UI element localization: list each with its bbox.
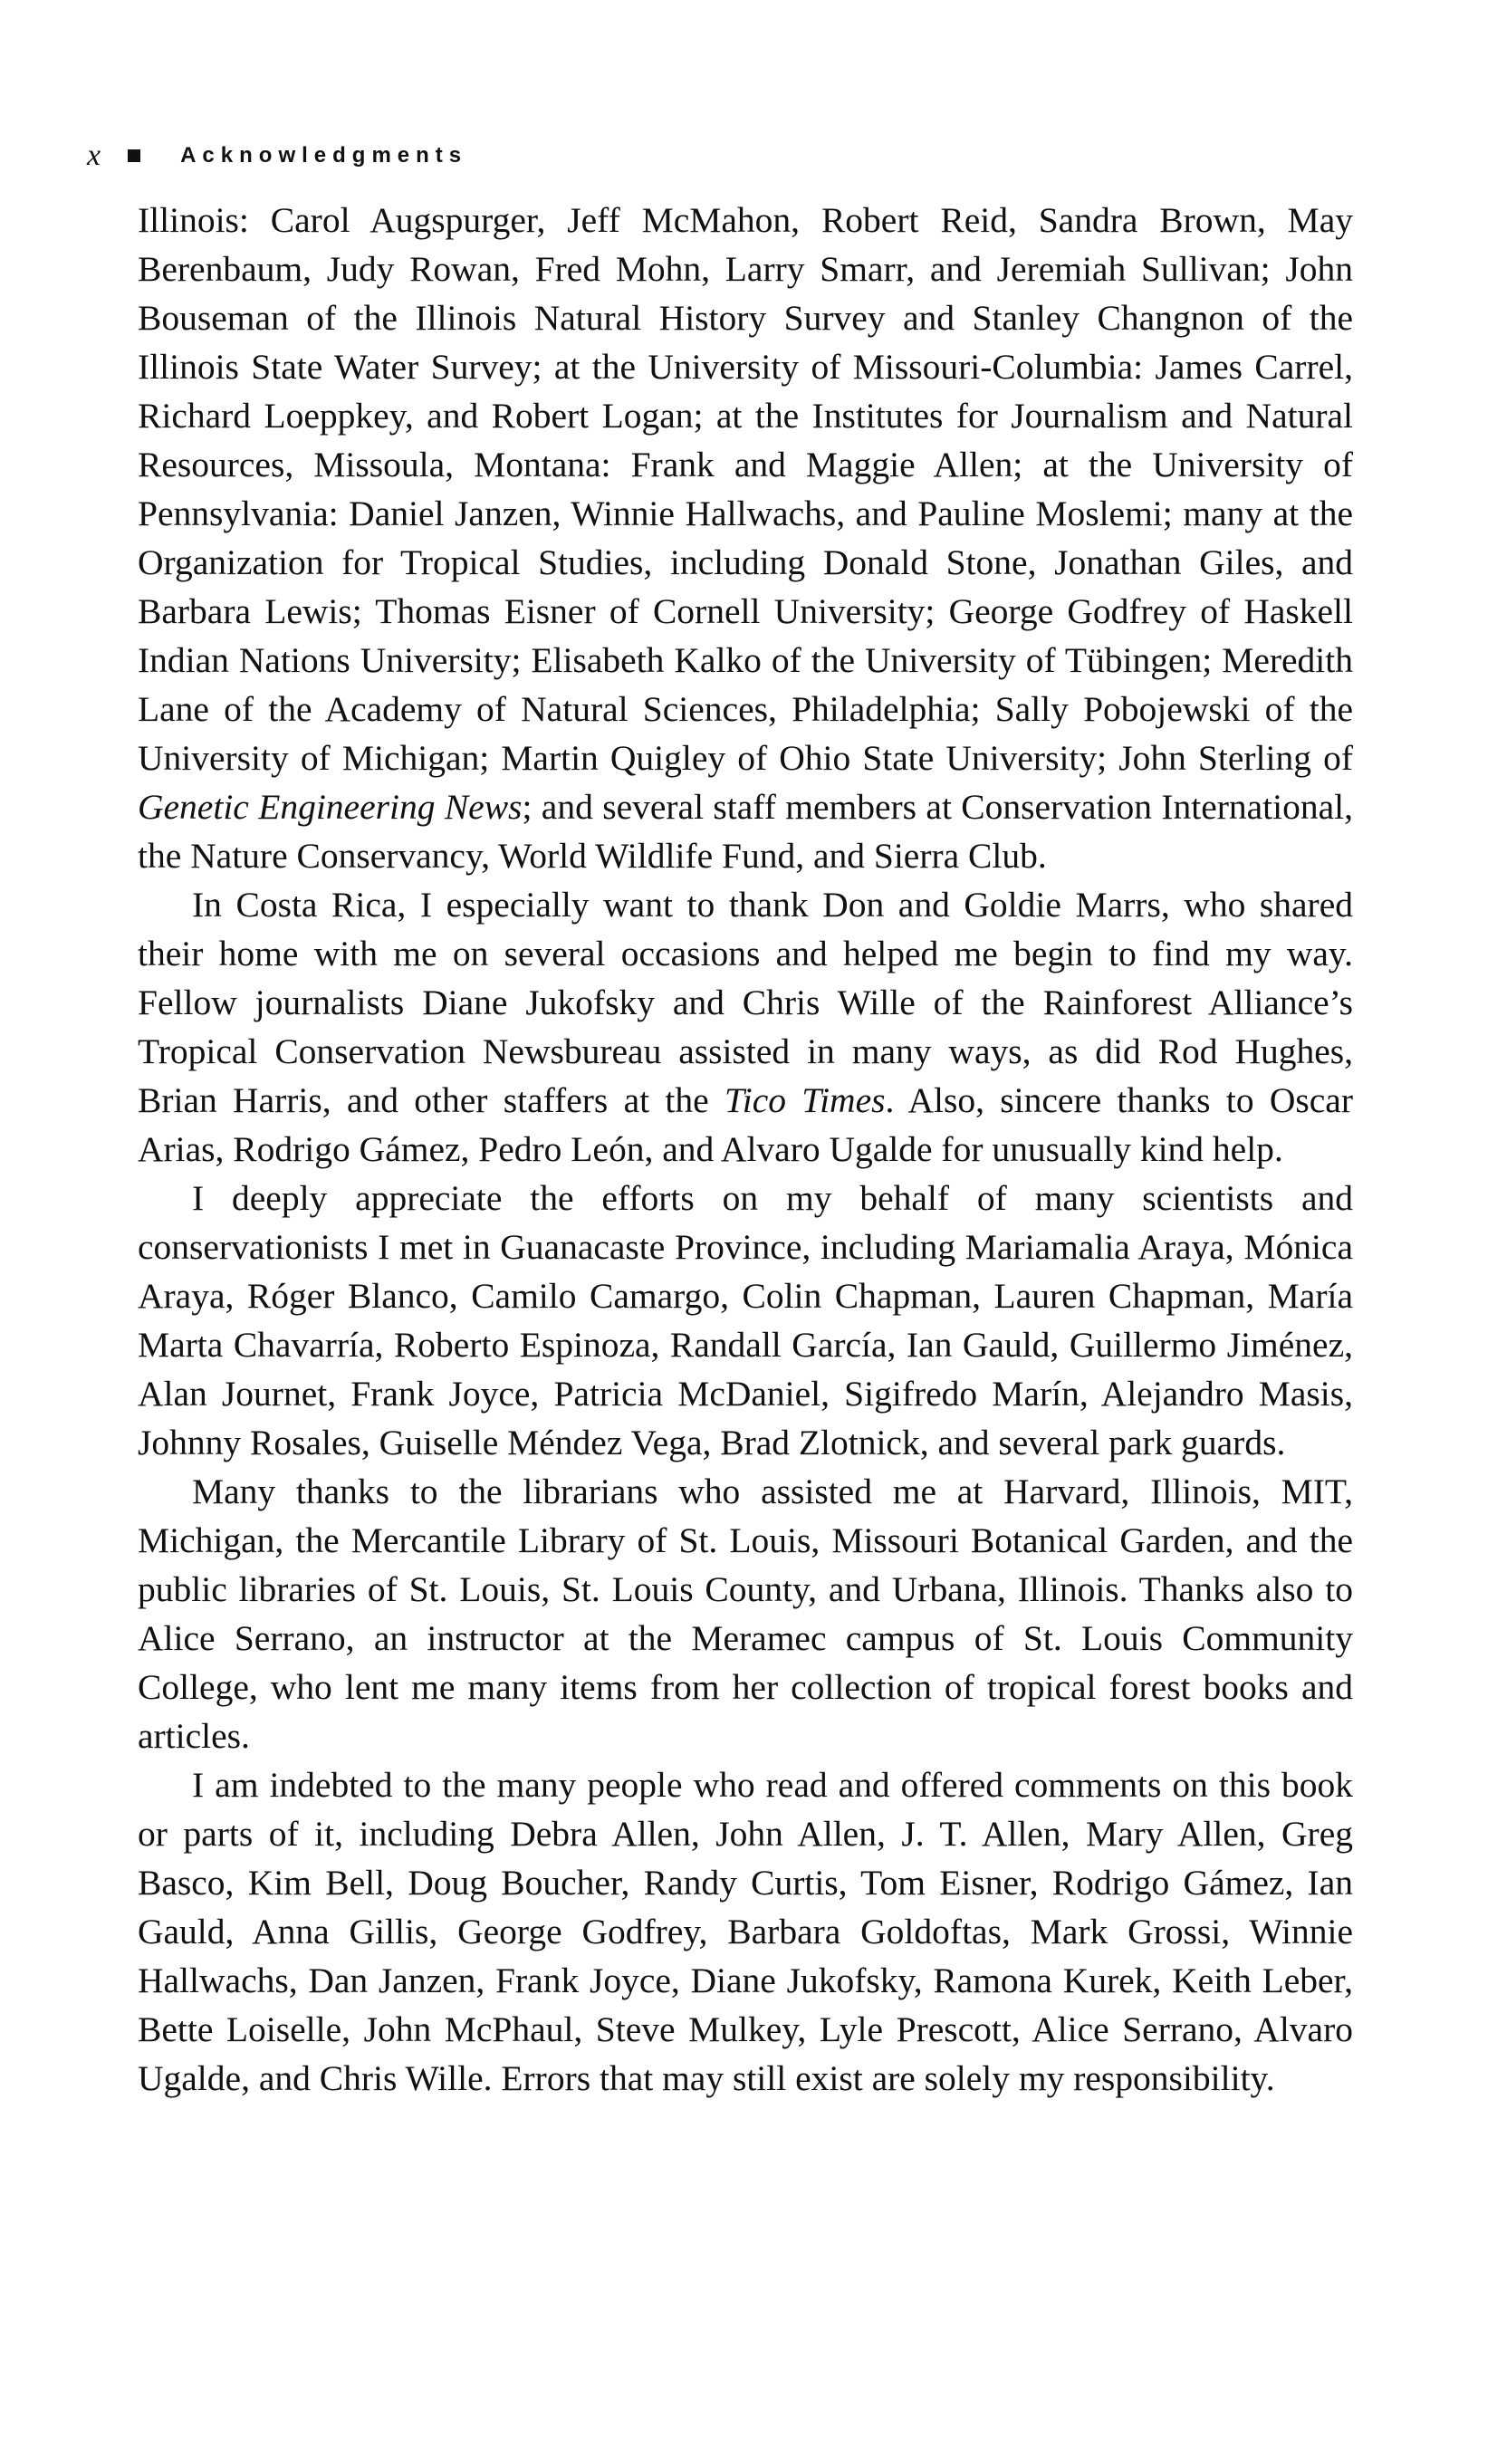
paragraph-guanacaste <box>138 1174 1353 1467</box>
section-title: Acknowledgments <box>180 143 468 168</box>
paragraph-illinois <box>138 196 1353 880</box>
paragraph-librarians <box>138 1467 1353 1760</box>
page-number: x <box>87 139 101 172</box>
publication-title: Tico Times <box>724 1080 886 1120</box>
paragraph-text: In Costa Rica, I especially want to thank Don and Goldie Marrs, who shared their home with me on several occasions and helped me begin to find my way. Fellow journalists Diane Jukofsky and Chris Wille of the Rainforest Alliance’s Tropical Conservation Newsbureau assisted in many ways, as did Rod Hughes, Brian Harris, and other staffers at the <box>138 885 1353 1120</box>
square-bullet-icon <box>128 149 140 162</box>
running-head <box>87 136 467 176</box>
paragraph-text: I am indebted to the many people who read and offered comments on this book or parts of it, including Debra Allen, John Allen, J. T. Allen, Mary Allen, Greg Basco, Kim Bell, Doug Boucher, Randy Curtis, Tom Eisner, Rodrigo Gámez, Ian Gauld, Anna Gillis, George Godfrey, Barbara Goldoftas, Mark Grossi, Winnie Hallwachs, Dan Janzen, Frank Joyce, Diane Jukofsky, Ramona Kurek, Keith Leber, Bette Loiselle, John McPhaul, Steve Mulkey, Lyle Prescott, Alice Serrano, Alvaro Ugalde, and Chris Wille. Errors that may still exist are solely my responsibility. <box>138 1765 1353 2098</box>
paragraph-text: . Also, sincere thanks to Oscar Arias, Rodrigo Gámez, Pedro León, and Alvaro Ugalde for unusually kind help. <box>138 1080 1353 1169</box>
paragraph-text: Illinois: Carol Augspurger, Jeff McMahon, Robert Reid, Sandra Brown, May Berenbaum, Judy Rowan, Fred Mohn, Larry Smarr, and Jeremiah Sullivan; John Bouseman of the Illinois Natural History Survey and Stanley Changnon of the Illinois State Water Survey; at the University of Missouri-Columbia: James Carrel, Richard Loeppkey, and Robert Logan; at the Institutes for Journalism and Natural Resources, Missoula, Montana: Frank and Maggie Allen; at the University of Pennsylvania: Daniel Janzen, Winnie Hallwachs, and Pauline Moslemi; many at the Organization for Tropical Studies, including Donald Stone, Jonathan Giles, and Barbara Lewis; Thomas Eisner of Cornell University; George Godfrey of Haskell Indian Nations University; Elisabeth Kalko of the University of Tübingen; Meredith Lane of the Academy of Natural Sciences, Philadelphia; Sally Pobojewski of the University of Michigan; Martin Quigley of Ohio State University; John Sterling of <box>138 200 1353 778</box>
paragraph-text: I deeply appreciate the efforts on my behalf of many scientists and conservationists I met in Guanacaste Province, including Mariamalia Araya, Mónica Araya, Róger Blanco, Camilo Camargo, Colin Chapman, Lauren Chapman, María Marta Chavarría, Roberto Espinoza, Randall García, Ian Gauld, Guillermo Jiménez, Alan Journet, Frank Joyce, Patricia McDaniel, Sigifredo Marín, Alejandro Masis, Johnny Rosales, Guiselle Méndez Vega, Brad Zlotnick, and several park guards. <box>138 1178 1353 1462</box>
paragraph-text: Many thanks to the librarians who assisted me at Harvard, Illinois, MIT, Michigan, the Mercantile Library of St. Louis, Missouri Botanical Garden, and the public libraries of St. Louis, St. Louis County, and Urbana, Illinois. Thanks also to Alice Serrano, an instructor at the Meramec campus of St. Louis Community College, who lent me many items from her collection of tropical forest books and articles. <box>138 1472 1353 1756</box>
paragraph-reviewers <box>138 1760 1353 2103</box>
publication-title: Genetic Engineering News <box>138 787 523 827</box>
paragraph-text: ; and several staff members at Conservation International, the Nature Conservancy, World Wildlife Fund, and Sierra Club. <box>138 787 1353 876</box>
paragraph-costa-rica <box>138 880 1353 1174</box>
body-text <box>138 196 1353 2103</box>
